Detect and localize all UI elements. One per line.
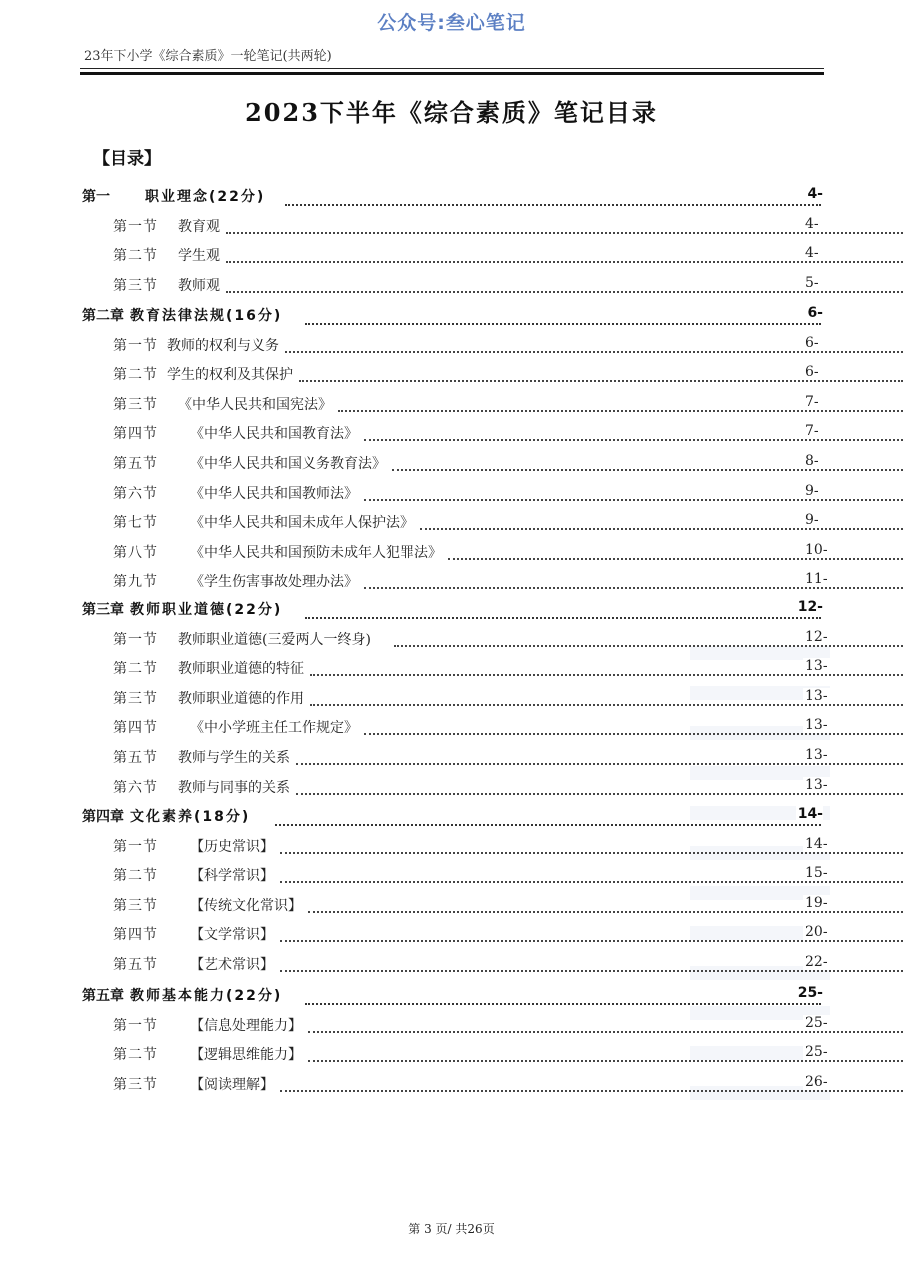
section-page-number: 8- (805, 453, 819, 469)
section-page-number: 13- (805, 658, 828, 674)
section-page-number: 6- (805, 364, 819, 380)
section-entry[interactable] (0, 483, 903, 505)
section-number: 第六节 (113, 486, 158, 502)
chapter-number: 第三章 (82, 602, 124, 618)
chapter-number: 第二章 (82, 308, 124, 324)
chapter-entry[interactable] (0, 806, 903, 828)
chapter-page-number: 6- (807, 305, 823, 321)
section-title: 【科学常识】 (190, 868, 274, 884)
section-number: 第二节 (113, 868, 158, 884)
section-number: 第九节 (113, 574, 158, 590)
section-entry[interactable] (0, 512, 903, 534)
watermark-text: 公众号:叁心笔记 (377, 12, 526, 34)
section-page-number: 12- (805, 629, 828, 645)
section-number: 第五节 (113, 750, 158, 766)
section-number: 第一节 (113, 338, 158, 354)
section-entry[interactable] (0, 777, 903, 799)
section-title: 教育观 (178, 219, 220, 235)
section-title: 《中华人民共和国教师法》 (190, 486, 358, 502)
section-page-number: 10- (805, 542, 828, 558)
section-entry[interactable] (0, 924, 903, 946)
chapter-entry[interactable] (0, 985, 903, 1007)
dot-leader (305, 985, 821, 1005)
section-entry[interactable] (0, 747, 903, 769)
dot-leader (305, 599, 821, 619)
dot-leader (364, 483, 903, 501)
dot-leader (226, 245, 903, 263)
section-number: 第三节 (113, 691, 158, 707)
section-number: 第四节 (113, 927, 158, 943)
section-number: 第三节 (113, 1077, 158, 1093)
section-entry[interactable] (0, 335, 903, 357)
section-entry[interactable] (0, 836, 903, 858)
section-number: 第一节 (113, 632, 158, 648)
section-page-number: 13- (805, 688, 828, 704)
section-page-number: 25- (805, 1015, 828, 1031)
section-entry[interactable] (0, 865, 903, 887)
section-entry[interactable] (0, 423, 903, 445)
chapter-number: 第五章 (82, 988, 124, 1004)
section-page-number: 7- (805, 423, 819, 439)
section-title: 《中华人民共和国预防未成年人犯罪法》 (190, 545, 442, 561)
toc-label: 【目录】 (93, 149, 161, 169)
section-number: 第五节 (113, 957, 158, 973)
section-page-number: 7- (805, 394, 819, 410)
section-number: 第三节 (113, 898, 158, 914)
section-title: 教师职业道德(三爱两人一终身) (178, 632, 371, 648)
section-title: 教师职业道德的作用 (178, 691, 304, 707)
section-number: 第二节 (113, 248, 158, 264)
section-title: 《中小学班主任工作规定》 (190, 720, 358, 736)
section-number: 第七节 (113, 515, 158, 531)
section-entry[interactable] (0, 542, 903, 564)
section-page-number: 9- (805, 483, 819, 499)
section-entry[interactable] (0, 658, 903, 680)
section-title: 《学生伤害事故处理办法》 (190, 574, 358, 590)
section-title: 【文学常识】 (190, 927, 274, 943)
section-page-number: 14- (805, 836, 828, 852)
section-entry[interactable] (0, 394, 903, 416)
section-page-number: 19- (805, 895, 828, 911)
section-number: 第四节 (113, 720, 158, 736)
section-page-number: 15- (805, 865, 828, 881)
section-number: 第一节 (113, 839, 158, 855)
section-title: 《中华人民共和国未成年人保护法》 (190, 515, 414, 531)
section-page-number: 4- (805, 216, 819, 232)
chapter-entry[interactable] (0, 305, 903, 327)
section-page-number: 11- (805, 571, 828, 587)
section-entry[interactable] (0, 717, 903, 739)
dot-leader (226, 275, 903, 293)
section-title: 教师职业道德的特征 (178, 661, 304, 677)
section-page-number: 13- (805, 777, 828, 793)
chapter-entry[interactable] (0, 186, 903, 208)
section-entry[interactable] (0, 1074, 903, 1096)
section-number: 第二节 (113, 1047, 158, 1063)
header-rule-thick (80, 72, 824, 75)
chapter-number: 第四章 (82, 809, 124, 825)
section-number: 第八节 (113, 545, 158, 561)
chapter-page-number: 4- (807, 186, 823, 202)
header-rule-thin (80, 68, 824, 69)
dot-leader (275, 806, 821, 826)
section-title: 【阅读理解】 (190, 1077, 274, 1093)
dot-leader (448, 542, 903, 560)
section-entry[interactable] (0, 453, 903, 475)
section-title: 【信息处理能力】 (190, 1018, 302, 1034)
chapter-title: 教师基本能力(22分) (130, 988, 283, 1004)
chapter-title: 教育法律法规(16分) (130, 308, 283, 324)
dot-leader (364, 423, 903, 441)
section-title: 教师观 (178, 278, 220, 294)
section-title: 教师的权利与义务 (167, 338, 279, 354)
section-number: 第二节 (113, 367, 158, 383)
section-entry[interactable] (0, 364, 903, 386)
section-entry[interactable] (0, 629, 903, 651)
section-page-number: 13- (805, 717, 828, 733)
section-entry[interactable] (0, 275, 903, 297)
section-page-number: 4- (805, 245, 819, 261)
chapter-page-number: 25- (797, 985, 823, 1001)
section-entry[interactable] (0, 688, 903, 710)
section-entry[interactable] (0, 1015, 903, 1037)
section-number: 第六节 (113, 780, 158, 796)
section-number: 第二节 (113, 661, 158, 677)
section-title: 《中华人民共和国宪法》 (178, 397, 332, 413)
chapter-entry[interactable] (0, 599, 903, 621)
dot-leader (392, 453, 903, 471)
section-page-number: 20- (805, 924, 828, 940)
section-number: 第一节 (113, 1018, 158, 1034)
chapter-title: 文化素养(18分) (130, 809, 251, 825)
section-page-number: 13- (805, 747, 828, 763)
section-entry[interactable] (0, 895, 903, 917)
section-title: 《中华人民共和国教育法》 (190, 426, 358, 442)
dot-leader (305, 305, 821, 325)
chapter-page-number: 12- (797, 599, 823, 615)
section-page-number: 5- (805, 275, 819, 291)
section-title: 【逻辑思维能力】 (190, 1047, 302, 1063)
section-entry[interactable] (0, 1044, 903, 1066)
section-entry[interactable] (0, 571, 903, 593)
section-number: 第五节 (113, 456, 158, 472)
chapter-number: 第一 (82, 189, 110, 205)
dot-leader (226, 216, 903, 234)
dot-leader (285, 186, 821, 206)
section-title: 教师与学生的关系 (178, 750, 290, 766)
chapter-title: 教师职业道德(22分) (130, 602, 283, 618)
section-number: 第一节 (113, 219, 158, 235)
section-number: 第四节 (113, 426, 158, 442)
section-title: 《中华人民共和国义务教育法》 (190, 456, 386, 472)
section-page-number: 26- (805, 1074, 828, 1090)
running-header: 23年下小学《综合素质》一轮笔记(共两轮) (84, 49, 332, 64)
section-title: 【历史常识】 (190, 839, 274, 855)
chapter-page-number: 14- (797, 806, 823, 822)
section-title: 学生观 (178, 248, 220, 264)
section-page-number: 9- (805, 512, 819, 528)
section-entry[interactable] (0, 245, 903, 267)
section-title: 【传统文化常识】 (190, 898, 302, 914)
section-entry[interactable] (0, 216, 903, 238)
chapter-title: 职业理念(22分) (145, 189, 266, 205)
section-page-number: 25- (805, 1044, 828, 1060)
section-number: 第三节 (113, 397, 158, 413)
page-footer: 第 3 页/ 共26页 (408, 1222, 495, 1236)
section-title: 学生的权利及其保护 (167, 367, 293, 383)
section-entry[interactable] (0, 954, 903, 976)
section-title: 【艺术常识】 (190, 957, 274, 973)
section-page-number: 22- (805, 954, 828, 970)
page-title: 2023下半年《综合素质》笔记目录 (245, 98, 658, 127)
dot-leader (420, 512, 903, 530)
section-number: 第三节 (113, 278, 158, 294)
section-page-number: 6- (805, 335, 819, 351)
section-title: 教师与同事的关系 (178, 780, 290, 796)
